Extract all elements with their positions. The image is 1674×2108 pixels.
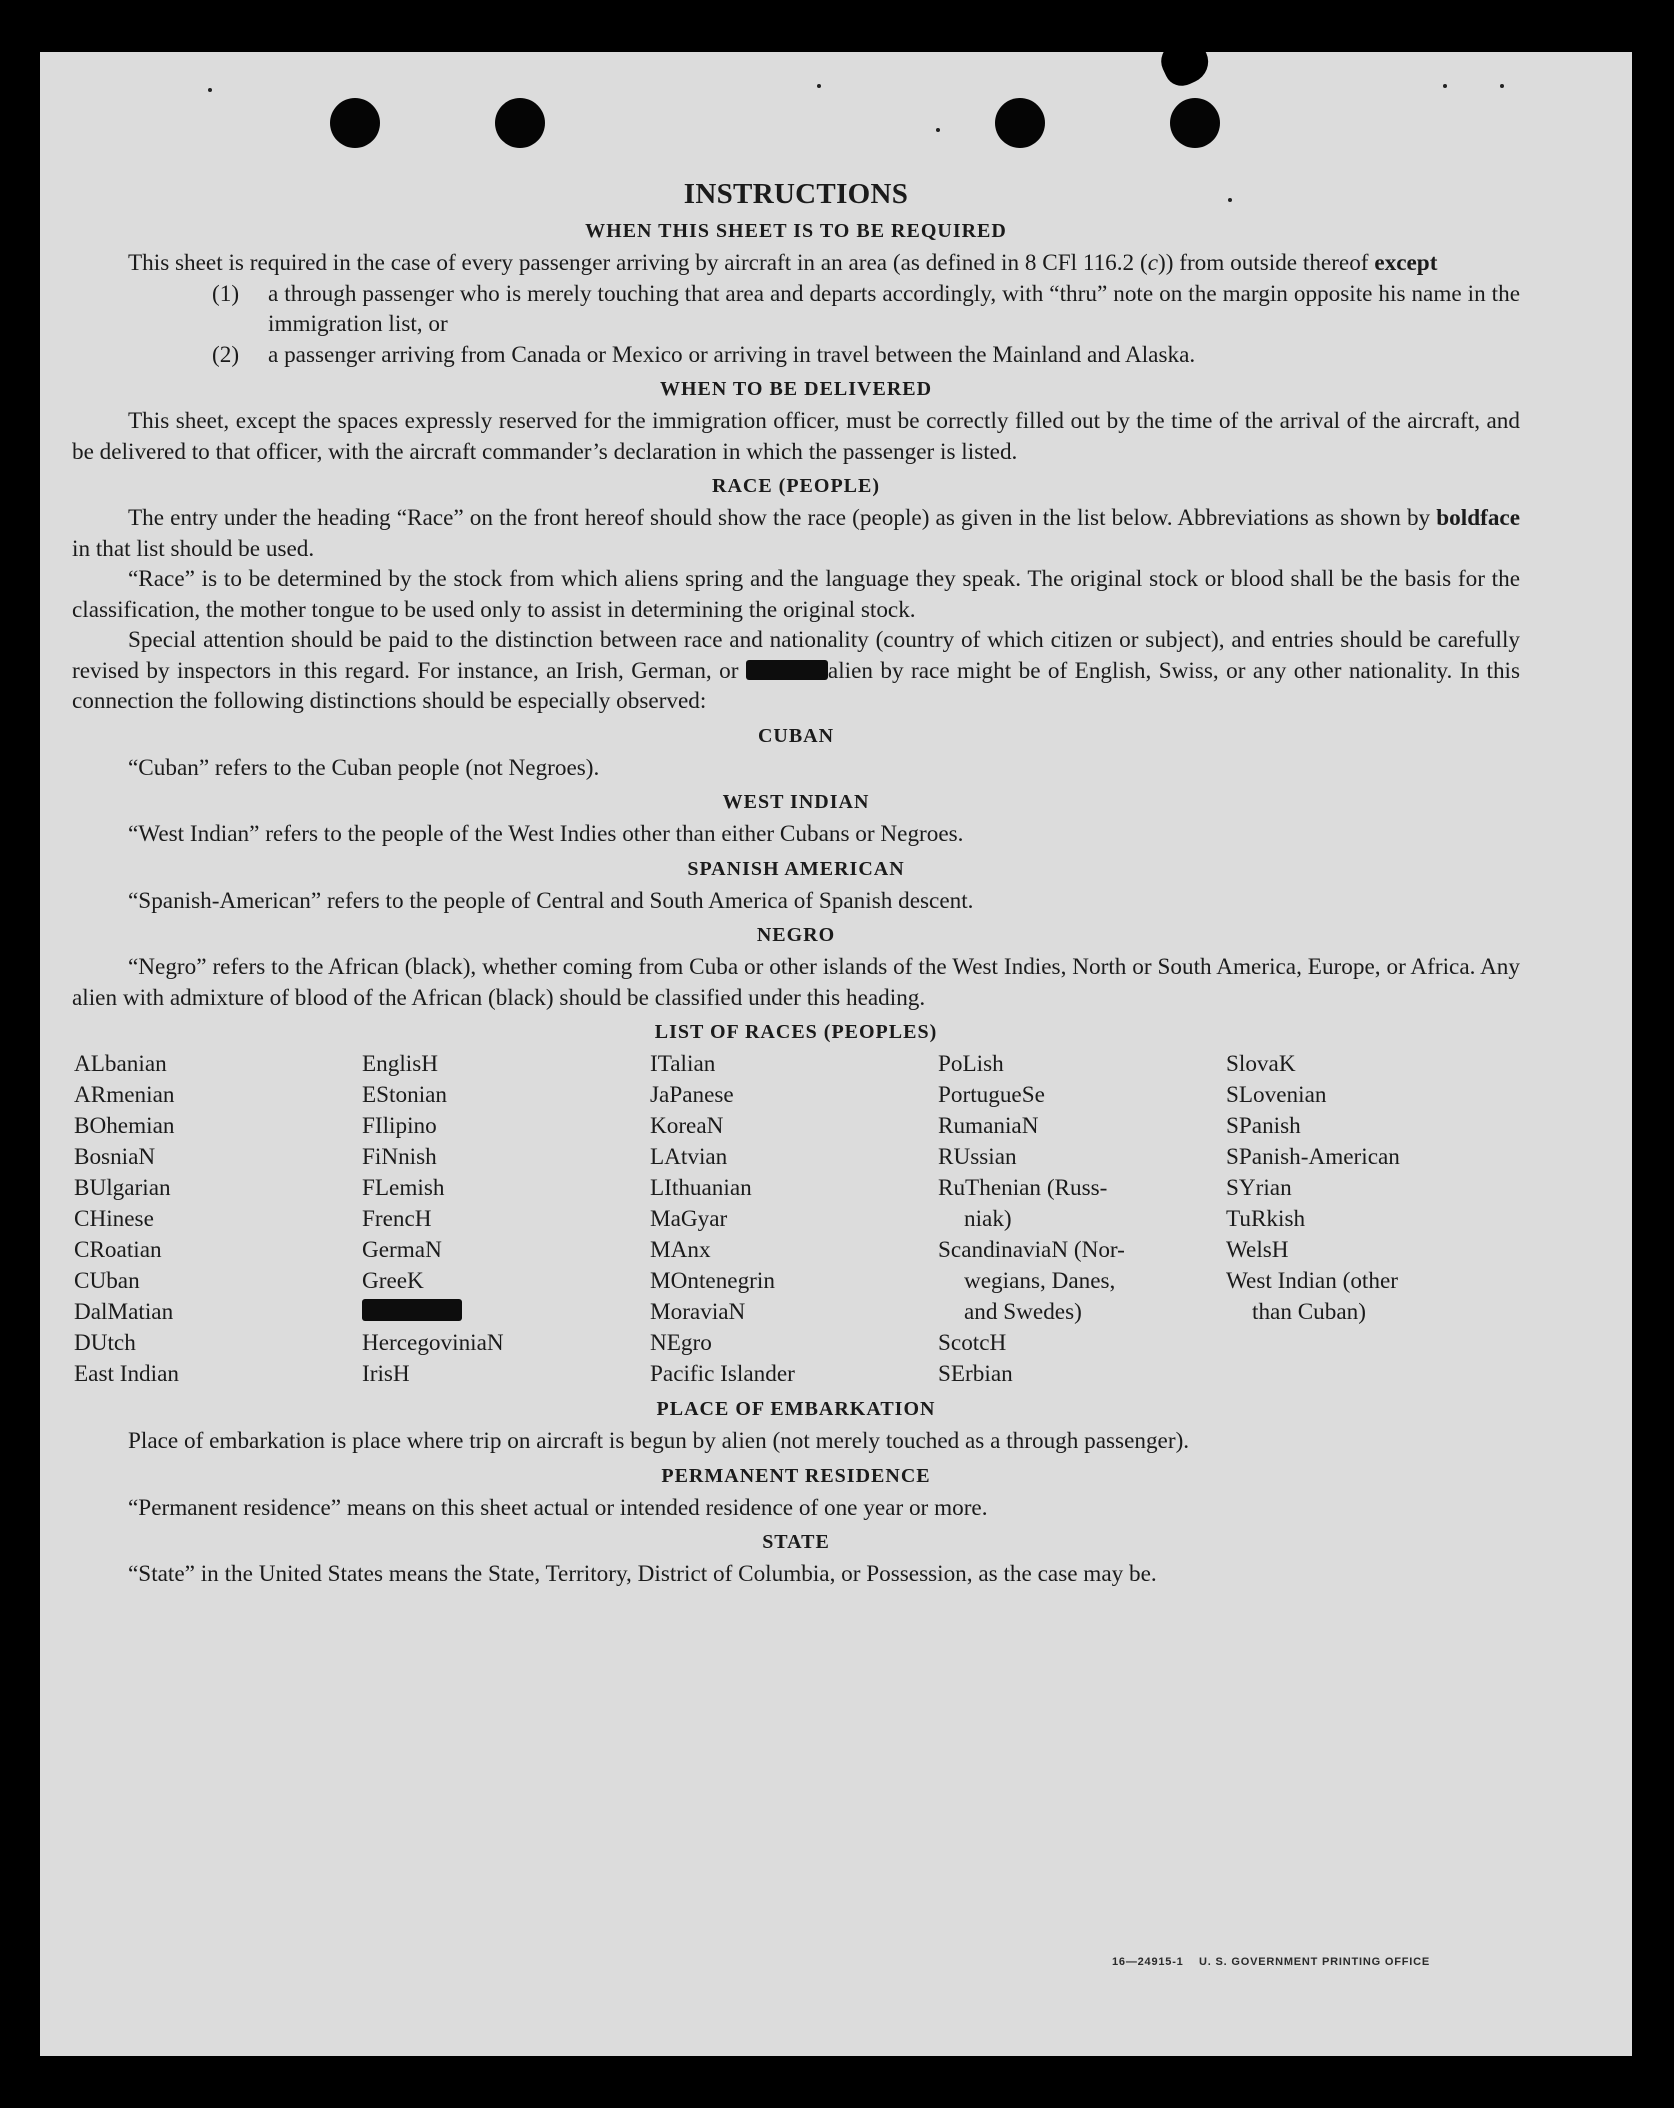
delivered-text: This sheet, except the spaces expressly reserved for the immigration officer, must be correctly filled out by the time of the arrival of the aircraft, and be delivered to that officer, with the aircraft commander’s declaration in which the passenger is listed. (72, 408, 1520, 465)
race-entry-continued: niak) (964, 1206, 1012, 1232)
instructions-body (72, 176, 1520, 1590)
race-entry: SPanish (1226, 1113, 1301, 1139)
race-entry: SlovaK (1226, 1051, 1296, 1077)
form-number: 16—24915-1 (1112, 1956, 1184, 1968)
race-entry: BosniaN (74, 1144, 156, 1170)
race-entry: FrencH (362, 1206, 432, 1232)
negro-text: “Negro” refers to the African (black), whether coming from Cuba or other islands of the West Indies, North or South America, Europe, or Africa. Any alien with admixture of blood of the African (black) should be classified under this heading. (72, 954, 1520, 1011)
race-entry: TuRkish (1226, 1206, 1306, 1232)
race-entry: CHinese (74, 1206, 154, 1232)
section-heading-spanish-american: SPANISH AMERICAN (687, 857, 905, 880)
punch-hole (1170, 98, 1220, 148)
race-column (362, 1049, 650, 1390)
speck (936, 128, 940, 132)
race-entry: RuThenian (Russ- (938, 1175, 1108, 1201)
race-entry: MoraviaN (650, 1299, 746, 1325)
punch-hole (495, 98, 545, 148)
race-entry-continued: wegians, Danes, (964, 1268, 1116, 1294)
race-paragraph-1: The entry under the heading “Race” on the front hereof should show the race (people) as given in the list below. Abbreviations as shown by boldface in that list should be used. (72, 505, 1520, 562)
race-entry: GermaN (362, 1237, 442, 1263)
speck (208, 88, 212, 92)
race-entry: RUssian (938, 1144, 1017, 1170)
race-entry: FLemish (362, 1175, 445, 1201)
section-heading-race: RACE (PEOPLE) (712, 475, 880, 497)
race-entry: East Indian (74, 1361, 179, 1387)
race-entry: FiNnish (362, 1144, 437, 1170)
race-entry: CRoatian (74, 1237, 162, 1263)
section-heading-state: STATE (762, 1531, 830, 1553)
race-entry: West Indian (other (1226, 1268, 1398, 1294)
race-paragraph-2: “Race” is to be determined by the stock from which aliens spring and the language they speak. The original stock or blood shall be the basis for the classification, the mother tongue to be used only to assist in determining the original stock. (72, 566, 1520, 623)
state-text: “State” in the United States means the State, Territory, District of Columbia, or Possession, as the case may be. (128, 1561, 1157, 1587)
race-column (938, 1049, 1226, 1390)
embarkation-text: Place of embarkation is place where trip on aircraft is begun by alien (not merely touched as a through passenger). (128, 1428, 1190, 1454)
race-entry: SLovenian (1226, 1082, 1327, 1108)
race-entry: BOhemian (74, 1113, 175, 1139)
race-entry: SPanish-American (1226, 1144, 1400, 1170)
race-entry: JaPanese (650, 1082, 734, 1108)
race-column (1226, 1049, 1514, 1390)
redaction-mark (746, 660, 828, 680)
race-entry: ScotcH (938, 1330, 1007, 1356)
race-entry: ITalian (650, 1051, 716, 1077)
race-entry: EnglisH (362, 1051, 439, 1077)
race-entry: ScandinaviaN (Nor- (938, 1237, 1125, 1263)
section-heading-west-indian: WEST INDIAN (722, 791, 870, 813)
section-heading-residence: PERMANENT RESIDENCE (661, 1464, 931, 1487)
race-entry: RumaniaN (938, 1113, 1039, 1139)
exception-item-1: (1) a through passenger who is merely touching that area and departs accordingly, with “thru” note on the margin opposite his name in the immigration list, or (212, 280, 1520, 337)
section-heading-cuban: CUBAN (757, 724, 835, 747)
race-entry: FIlipino (362, 1113, 437, 1139)
document-page (40, 52, 1632, 2056)
torn-edge (1155, 52, 1215, 92)
race-entry: DalMatian (74, 1299, 174, 1325)
spanish-american-text: “Spanish-American” refers to the people of Central and South America of Spanish descent. (128, 887, 974, 914)
redaction-mark (362, 1299, 462, 1321)
speck (817, 84, 821, 88)
race-entry-continued: and Swedes) (964, 1299, 1082, 1325)
race-paragraph-3: Special attention should be paid to the distinction between race and nationality (country of which citizen or subject), and entries should be carefully revised by inspectors in this regard. For instance, an Irish, German, or alien by race might be of English, Swiss, or any other nationality. In this connection the following distinctions should be especially observed: (72, 627, 1521, 714)
exception-item-2: (2) a passenger arriving from Canada or Mexico or arriving in travel between the Mainland and Alaska. (212, 341, 1196, 368)
cuban-text: “Cuban” refers to the Cuban people (not Negroes). (128, 754, 600, 781)
race-entry: SErbian (938, 1361, 1013, 1387)
race-entry: MaGyar (650, 1206, 728, 1232)
speck (1443, 84, 1447, 88)
residence-text: “Permanent residence” means on this sheet actual or intended residence of one year or more. (128, 1494, 988, 1521)
race-entry: ALbanian (74, 1051, 167, 1077)
section-heading-negro: NEGRO (756, 924, 836, 946)
section-heading-race-list: LIST OF RACES (PEOPLES) (654, 1021, 938, 1043)
race-entry: SYrian (1226, 1175, 1292, 1201)
printer-imprint (1112, 1956, 1430, 1968)
west-indian-text: “West Indian” refers to the people of the West Indies other than either Cubans or Negroes. (128, 821, 964, 847)
race-entry: EStonian (362, 1082, 448, 1108)
race-list (74, 1049, 1520, 1390)
section-heading-required: WHEN THIS SHEET IS TO BE REQUIRED (585, 220, 1007, 242)
race-entry: CUban (74, 1268, 140, 1294)
race-entry: KoreaN (650, 1113, 724, 1139)
race-entry: MOntenegrin (650, 1268, 775, 1294)
race-column (74, 1049, 362, 1390)
race-entry-redacted (362, 1297, 650, 1328)
race-entry: DUtch (74, 1330, 136, 1356)
race-entry: PoLish (938, 1051, 1004, 1077)
required-intro: This sheet is required in the case of every passenger arriving by aircraft in an area (as defined in 8 CFl 116.2 (c)) from outside thereof except (128, 250, 1438, 276)
race-entry: Pacific Islander (650, 1361, 795, 1387)
race-entry: ARmenian (74, 1082, 175, 1108)
race-entry: IrisH (362, 1361, 410, 1387)
race-entry: BUlgarian (74, 1175, 171, 1201)
speck (1500, 84, 1504, 88)
race-entry: PortugueSe (938, 1082, 1045, 1108)
punch-hole (330, 98, 380, 148)
race-entry: WelsH (1226, 1237, 1289, 1263)
race-entry: NEgro (650, 1330, 712, 1356)
printer-name: U. S. GOVERNMENT PRINTING OFFICE (1199, 1956, 1430, 1968)
race-column (650, 1049, 938, 1390)
race-entry: LIthuanian (650, 1175, 752, 1201)
race-entry: HercegoviniaN (362, 1330, 504, 1356)
race-entry-continued: than Cuban) (1252, 1299, 1366, 1325)
section-heading-delivered: WHEN TO BE DELIVERED (659, 378, 933, 400)
section-heading-embarkation: PLACE OF EMBARKATION (656, 1398, 936, 1420)
page-title: INSTRUCTIONS (683, 178, 909, 210)
punch-hole (995, 98, 1045, 148)
race-entry: LAtvian (650, 1144, 728, 1170)
race-entry: GreeK (362, 1268, 424, 1294)
race-entry: MAnx (650, 1237, 711, 1263)
